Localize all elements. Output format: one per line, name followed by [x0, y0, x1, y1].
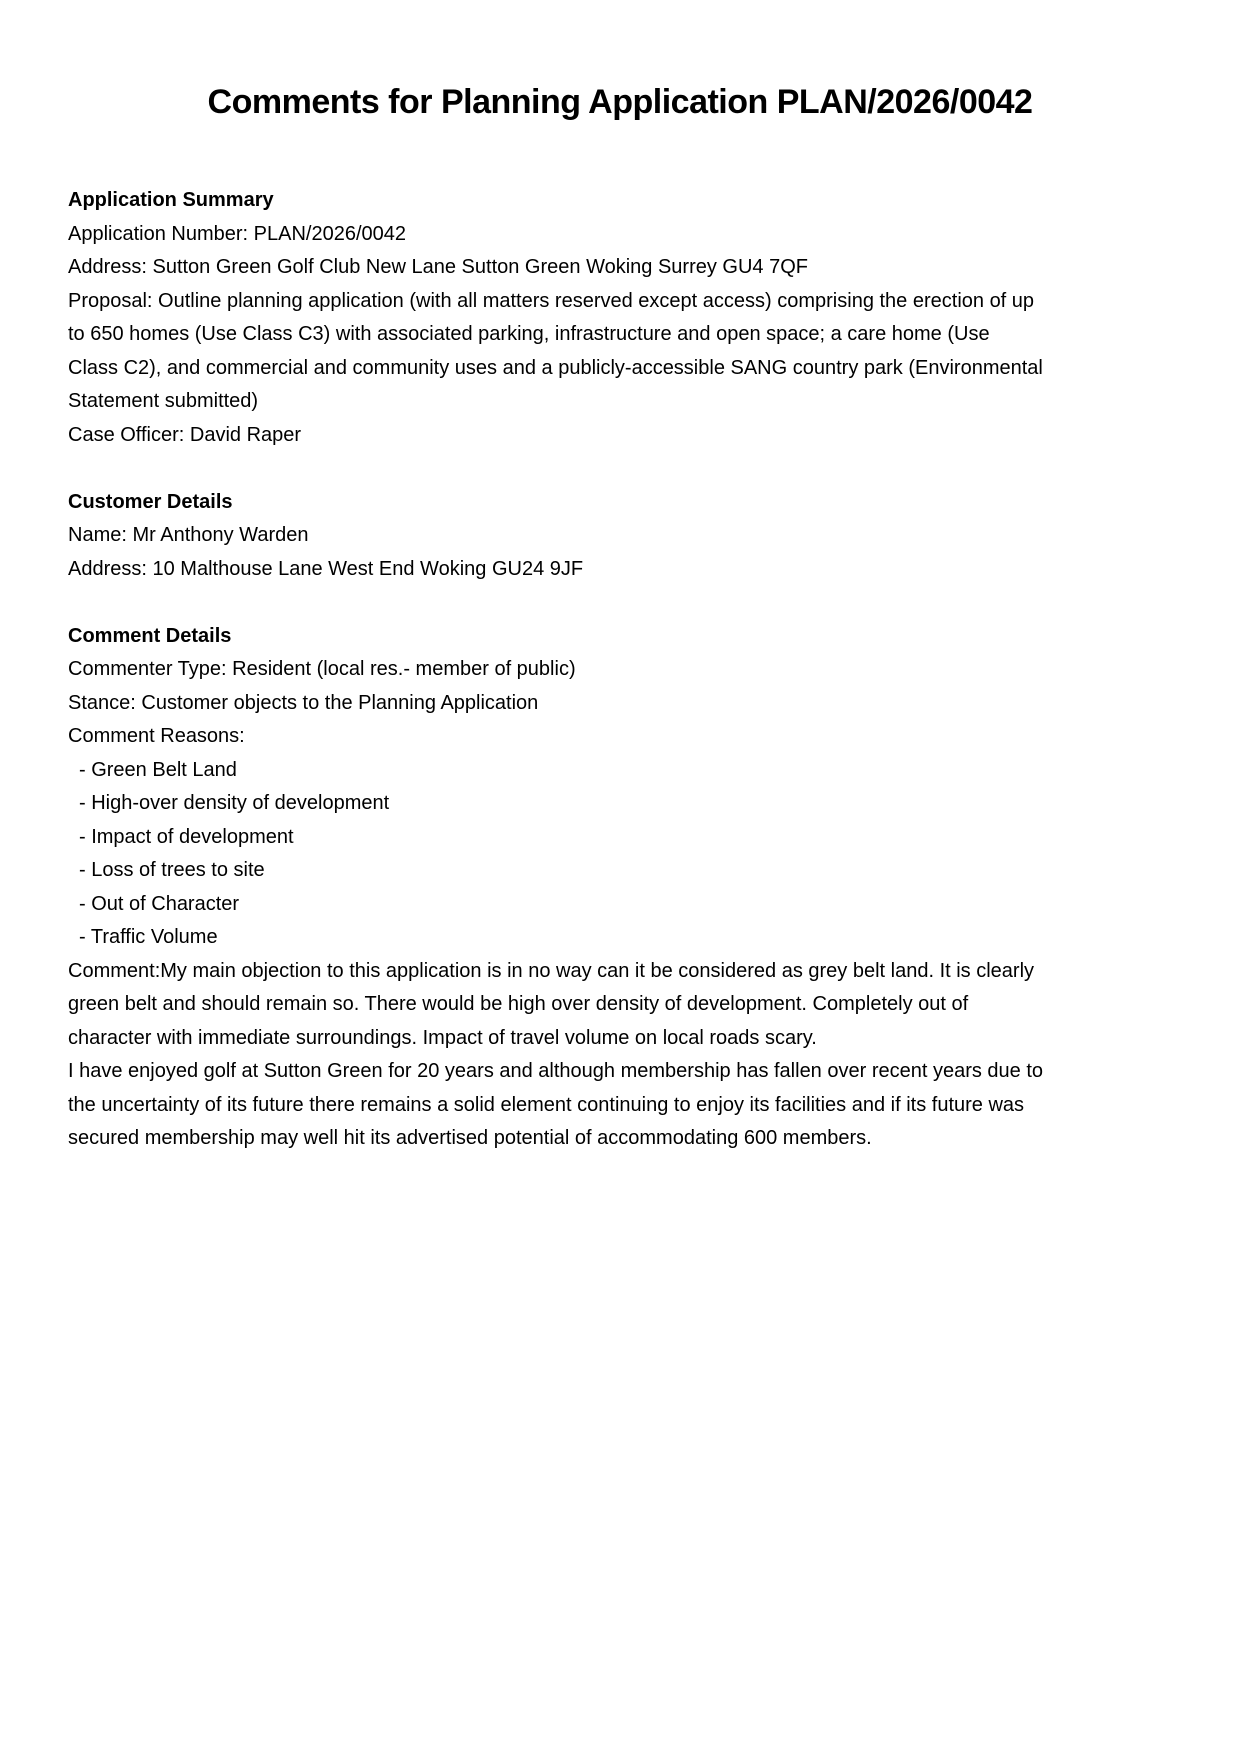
comment-text-paragraph-1: Comment:My main objection to this application is in no way can it be considered as grey belt land. It is clearly green belt and should remain so. There would be high over density of development. Completely out of character with immediate surroundings. Impact of travel volume on local roads scary.	[68, 959, 1035, 1049]
customer-address-line: Address: 10 Malthouse Lane West End Woking GU24 9JF	[68, 557, 584, 580]
application-summary-heading: Application Summary	[68, 189, 274, 211]
comment-details-section	[68, 620, 1044, 1156]
customer-name-line: Name: Mr Anthony Warden	[68, 524, 309, 546]
application-address-line: Address: Sutton Green Golf Club New Lane Sutton Green Woking Surrey GU4 7QF	[68, 256, 808, 278]
comment-reasons-label: Comment Reasons:	[68, 725, 245, 747]
customer-details-heading: Customer Details	[68, 490, 233, 513]
application-summary-section	[68, 184, 1044, 452]
stance-line: Stance: Customer objects to the Planning Application	[68, 691, 539, 714]
comment-reason-item: - Loss of trees to site	[79, 859, 265, 881]
comment-reason-item: - High-over density of development	[79, 792, 390, 814]
customer-details-section	[68, 486, 1044, 587]
comment-reason-item: - Out of Character	[79, 892, 240, 915]
commenter-type-line: Commenter Type: Resident (local res.- member of public)	[68, 658, 576, 680]
application-proposal-line: Proposal: Outline planning application (with all matters reserved except access) comprising the erection of up to 650 homes (Use Class C3) with associated parking, infrastructure and open space; a care home (Use Class C2), and commercial and community uses and a publicly-accessible SANG country park (Environmental Statement submitted)	[68, 289, 1043, 412]
comment-details-heading: Comment Details	[68, 624, 232, 647]
application-number-line: Application Number: PLAN/2026/0042	[68, 222, 406, 245]
document-title: Comments for Planning Application PLAN/2026/0042	[207, 83, 1033, 121]
document-content	[68, 184, 1044, 1156]
comment-reason-item: - Impact of development	[79, 825, 294, 848]
comment-text-paragraph-2: I have enjoyed golf at Sutton Green for 20 years and although membership has fallen over recent years due to the uncertainty of its future there remains a solid element continuing to enjoy its facilities and if its future was secured membership may well hit its advertised potential of accommodating 600 members.	[68, 1060, 1044, 1149]
comment-reason-item: - Traffic Volume	[79, 926, 218, 948]
comment-reason-item: - Green Belt Land	[79, 758, 237, 781]
comment-reasons-list	[68, 754, 1044, 955]
case-officer-line: Case Officer: David Raper	[68, 423, 302, 446]
